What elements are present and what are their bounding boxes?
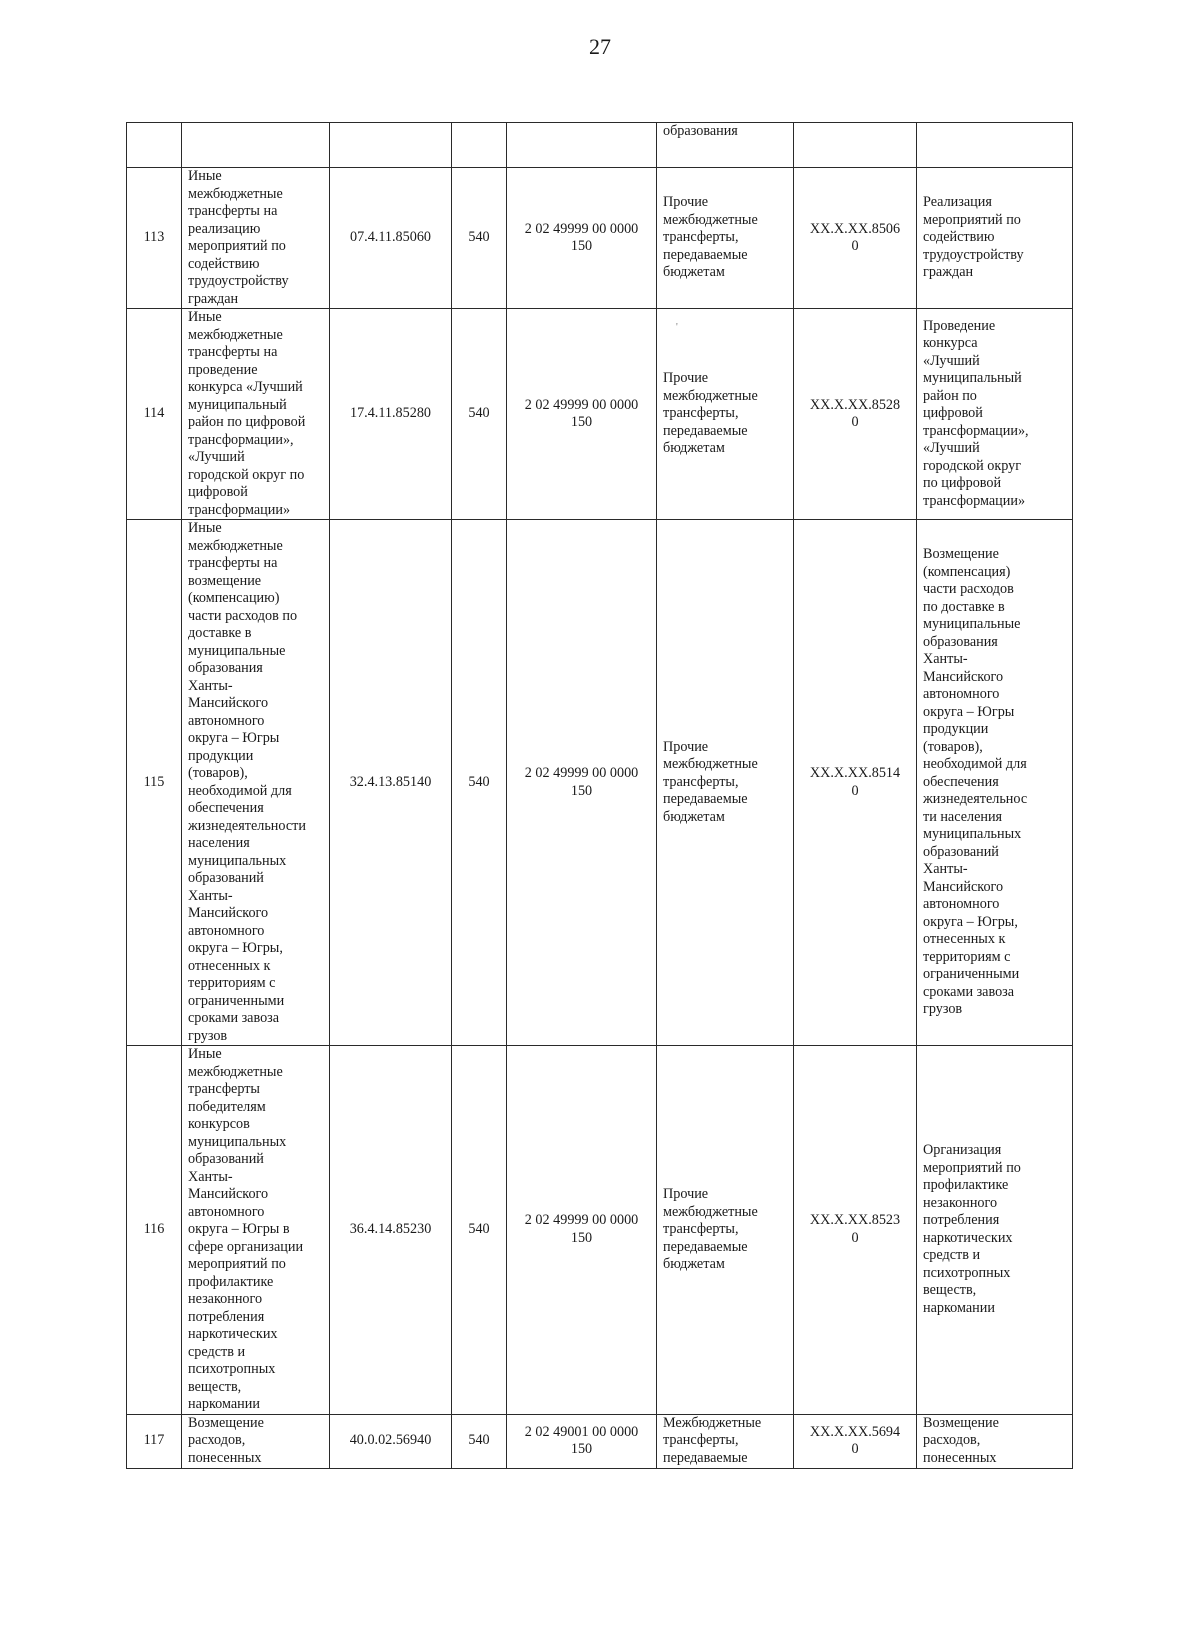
- cell-num: [127, 123, 182, 168]
- cell-revenue-code: [507, 123, 657, 168]
- table-row: [127, 1414, 1073, 1468]
- row-kosgu: XX.X.XX.8528 0: [794, 309, 917, 520]
- row-purpose: Организация мероприятий по профилактике незаконного потребления наркотических средств и психотропных веществ, наркомании: [917, 1046, 1073, 1415]
- row-vr: 540: [452, 309, 507, 520]
- row-number: 115: [127, 520, 182, 1046]
- row-kosgu: XX.X.XX.8523 0: [794, 1046, 917, 1415]
- row-name: Иные межбюджетные трансферты на возмещение (компенсацию) части расходов по доставке в муниципальные образования Ханты- Мансийского автономного округа – Югры продукции (товаров), необходимой для обеспечения жизнедеятельности населения муниципальных образований Ханты- Мансийского автономного округа – Югры, отнесенных к территориям с ограниченными сроками завоза грузов: [182, 520, 330, 1046]
- row-revenue-code: 2 02 49999 00 0000 150: [507, 520, 657, 1046]
- row-purpose: Реализация мероприятий по содействию трудоустройству граждан: [917, 168, 1073, 309]
- table-row: [127, 1046, 1073, 1415]
- revenue-name-text: образования: [663, 123, 738, 139]
- row-revenue-name: Прочие межбюджетные трансферты, передаваемые бюджетам: [657, 520, 794, 1046]
- row-kosgu: XX.X.XX.8514 0: [794, 520, 917, 1046]
- table-row: [127, 520, 1073, 1046]
- row-name: Иные межбюджетные трансферты победителям конкурсов муниципальных образований Ханты- Мансийского автономного округа – Югры в сфере организации мероприятий по профилактике незаконного потребления наркотических средств и психотропных веществ, наркомании: [182, 1046, 330, 1415]
- row-kosgu: XX.X.XX.5694 0: [794, 1414, 917, 1468]
- cell-name: [182, 123, 330, 168]
- row-vr: 540: [452, 1046, 507, 1415]
- row-code: 36.4.14.85230: [330, 1046, 452, 1415]
- row-name: Возмещение расходов, понесенных: [182, 1414, 330, 1468]
- scan-artifact-mark: ': [676, 322, 678, 333]
- row-revenue-code: 2 02 49999 00 0000 150: [507, 309, 657, 520]
- row-code: 40.0.02.56940: [330, 1414, 452, 1468]
- row-vr: 540: [452, 168, 507, 309]
- cell-code: [330, 123, 452, 168]
- row-vr: 540: [452, 1414, 507, 1468]
- row-number: 117: [127, 1414, 182, 1468]
- cell-kosgu: [794, 123, 917, 168]
- row-revenue-code: 2 02 49999 00 0000 150: [507, 168, 657, 309]
- page-number: 27: [589, 34, 611, 59]
- table-row: [127, 309, 1073, 520]
- row-revenue-name: Прочие межбюджетные трансферты, передаваемые бюджетам: [657, 1046, 794, 1415]
- row-code: 32.4.13.85140: [330, 520, 452, 1046]
- cell-vr: [452, 123, 507, 168]
- table-row: [127, 168, 1073, 309]
- row-purpose: Возмещение расходов, понесенных: [917, 1414, 1073, 1468]
- transfers-table: [126, 122, 1073, 1469]
- row-number: 114: [127, 309, 182, 520]
- continuation-row: [127, 123, 1073, 168]
- row-vr: 540: [452, 520, 507, 1046]
- row-number: 116: [127, 1046, 182, 1415]
- row-revenue-code: 2 02 49999 00 0000 150: [507, 1046, 657, 1415]
- row-name: Иные межбюджетные трансферты на проведение конкурса «Лучший муниципальный район по цифровой трансформации», «Лучший городской округ по цифровой трансформации»: [182, 309, 330, 520]
- row-code: 07.4.11.85060: [330, 168, 452, 309]
- row-number: 113: [127, 168, 182, 309]
- row-purpose: Проведение конкурса «Лучший муниципальный район по цифровой трансформации», «Лучший городской округ по цифровой трансформации»: [917, 309, 1073, 520]
- row-name: Иные межбюджетные трансферты на реализацию мероприятий по содействию трудоустройству граждан: [182, 168, 330, 309]
- row-revenue-name: Прочие межбюджетные трансферты, передаваемые бюджетам: [657, 309, 794, 520]
- row-revenue-code: 2 02 49001 00 0000 150: [507, 1414, 657, 1468]
- row-code: 17.4.11.85280: [330, 309, 452, 520]
- row-kosgu: XX.X.XX.8506 0: [794, 168, 917, 309]
- cell-purpose: [917, 123, 1073, 168]
- cell-revenue-name: [657, 123, 794, 168]
- row-purpose: Возмещение (компенсация) части расходов по доставке в муниципальные образования Ханты- Мансийского автономного округа – Югры продукции (товаров), необходимой для обеспечения жизнедеятельнос ти населения муниципальных образований Ханты- Мансийского автономного округа – Югры, отнесенных к территориям с ограниченными сроками завоза грузов: [917, 520, 1073, 1046]
- row-revenue-name: Межбюджетные трансферты, передаваемые: [657, 1414, 794, 1468]
- row-revenue-name: Прочие межбюджетные трансферты, передаваемые бюджетам: [657, 168, 794, 309]
